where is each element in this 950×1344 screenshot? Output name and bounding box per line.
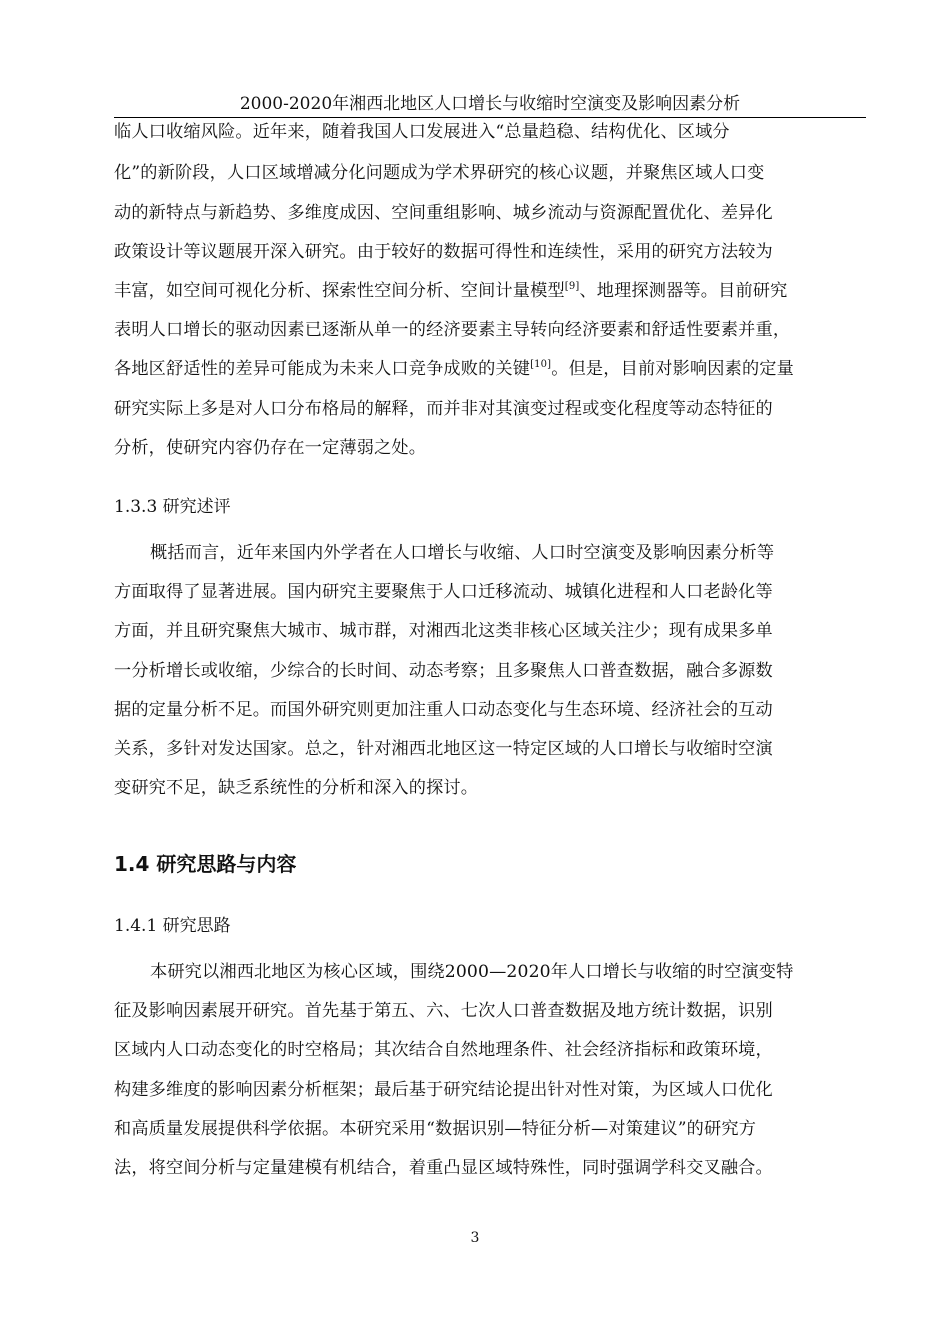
body-text: 丰富，如空间可视化分析、探索性空间分析、空间计量模型 [114,281,565,301]
body-line: 政策设计等议题展开深入研究。由于较好的数据可得性和连续性，采用的研究方法较为 [114,242,773,262]
body-line [114,357,866,381]
body-line: 法，将空间分析与定量建模有机结合，着重凸显区域特殊性，同时强调学科交叉融合。 [114,1158,773,1178]
body-line: 构建多维度的影响因素分析框架；最后基于研究结论提出针对性对策，为区域人口优化 [114,1080,773,1100]
body-text: 。但是，目前对影响因素的定量 [551,359,794,379]
body-line: 关系，多针对发达国家。总之，针对湘西北地区这一特定区域的人口增长与收缩时空演 [114,739,773,759]
body-line: 化”的新阶段，人口区域增减分化问题成为学术界研究的核心议题，并聚焦区域人口变 [114,163,765,183]
body-line: 概括而言，近年来国内外学者在人口增长与收缩、人口时空演变及影响因素分析等 [150,543,775,563]
body-line: 方面，并且研究聚焦大城市、城市群，对湘西北这类非核心区域关注少；现有成果多单 [114,621,773,641]
body-line: 表明人口增长的驱动因素已逐渐从单一的经济要素主导转向经济要素和舒适性要素并重， [114,320,791,340]
body-line: 动的新特点与新趋势、多维度成因、空间重组影响、城乡流动与资源配置优化、差异化 [114,203,773,223]
body-line: 据的定量分析不足。而国外研究则更加注重人口动态变化与生态环境、经济社会的互动 [114,700,773,720]
body-text: 、地理探测器等。目前研究 [579,281,788,301]
body-line: 分析，使研究内容仍存在一定薄弱之处。 [114,438,427,458]
citation-10: [10] [530,359,552,370]
page-number: 3 [470,1230,480,1246]
body-line: 本研究以湘西北地区为核心区域，围绕2000—2020年人口增长与收缩的时空演变特 [150,962,794,982]
body-line: 临人口收缩风险。近年来，随着我国人口发展进入“总量趋稳、结构优化、区域分 [114,122,730,142]
body-line [114,279,866,303]
header-rule [114,117,866,118]
section-heading-1-4-1: 1.4.1 研究思路 [114,916,231,936]
running-header-title: 2000-2020年湘西北地区人口增长与收缩时空演变及影响因素分析 [239,94,741,114]
body-line: 研究实际上多是对人口分布格局的解释，而并非对其演变过程或变化程度等动态特征的 [114,399,773,419]
body-line: 和高质量发展提供科学依据。本研究采用“数据识别—特征分析—对策建议”的研究方 [114,1119,757,1139]
body-text: 各地区舒适性的差异可能成为未来人口竞争成败的关键 [114,359,531,379]
body-line: 征及影响因素展开研究。首先基于第五、六、七次人口普查数据及地方统计数据，识别 [114,1001,773,1021]
section-heading-1-4: 1.4 研究思路与内容 [114,852,297,876]
body-line: 区域内人口动态变化的时空格局；其次结合自然地理条件、社会经济指标和政策环境， [114,1040,773,1060]
section-heading-1-3-3: 1.3.3 研究述评 [114,497,231,517]
body-line: 方面取得了显著进展。国内研究主要聚焦于人口迁移流动、城镇化进程和人口老龄化等 [114,582,773,602]
body-line: 一分析增长或收缩，少综合的长时间、动态考察；且多聚焦人口普查数据，融合多源数 [114,661,773,681]
citation-9: [9] [564,281,580,292]
body-line: 变研究不足，缺乏系统性的分析和深入的探讨。 [114,778,479,798]
